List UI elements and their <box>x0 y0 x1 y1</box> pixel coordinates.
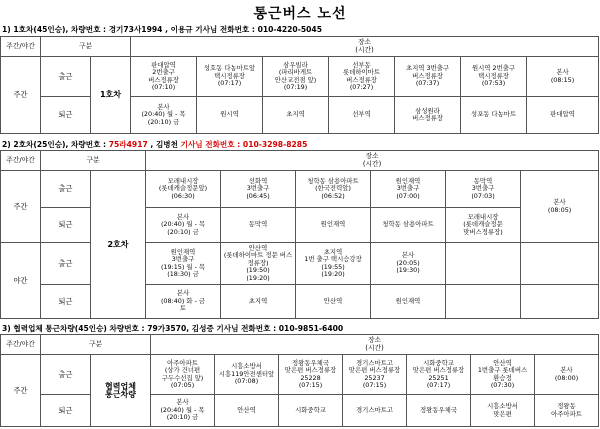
type-cell: 출근 <box>41 57 91 97</box>
stop-cell <box>221 243 296 285</box>
stop-cell <box>263 97 329 134</box>
stop-line: 롯데하이마트 <box>342 68 381 76</box>
stop-line: 청학동 삼용아파트 <box>307 176 359 185</box>
stop-cell <box>279 355 343 395</box>
stop-cell <box>461 57 527 97</box>
stop-cell <box>215 395 279 427</box>
stop-line: 시화중학교 <box>423 358 454 367</box>
stop-line: 버스정류장 <box>412 114 443 122</box>
stop-cell <box>146 208 221 243</box>
stop-cell <box>521 171 599 243</box>
vehicle-cell: 1호차 <box>91 57 131 134</box>
stop-line: (07:30) <box>490 381 515 389</box>
place-header <box>146 151 599 171</box>
place-header <box>151 335 599 355</box>
shift-cell: 주간 <box>1 171 41 243</box>
time-header-line: (시간) <box>362 159 382 168</box>
bus-3-heading: 3) 협력업체 통근차량(45인승) 차량번호 : 79가3570, 김성증 기사님 전화번호 : 010-9851-6400 <box>2 324 344 333</box>
stop-line: 원시역 <box>220 110 239 119</box>
shift-header: 주간/야간 <box>1 151 41 171</box>
bus-1-row-commute-out <box>1 97 599 134</box>
stop-line: 환승정 <box>493 373 512 382</box>
stop-line: 시흥소방서 <box>487 402 518 410</box>
stop-line: 초지역 <box>323 247 343 256</box>
stop-line: 선부동 <box>352 60 371 69</box>
stop-line: 본사 <box>401 251 415 260</box>
stop-line: 시화중학교 <box>295 405 326 414</box>
stop-line: 원인재역 <box>320 220 346 229</box>
stop-cell <box>527 97 599 134</box>
stop-cell <box>296 285 371 319</box>
bus-1-heading: 1) 1호차(45인승), 차량번호 : 경기73사1994 , 이용규 기사님 전화번호 : 010-4220-5045 <box>2 25 322 34</box>
stop-line: (20:05) <box>396 258 420 267</box>
stop-line: (08:05) <box>547 205 572 214</box>
stop-cell <box>329 57 395 97</box>
stop-line: (19:20) <box>321 270 345 278</box>
bus-2-phone: 기사님 전화번호 : 010-3298-8285 <box>180 140 308 149</box>
stop-line: 원시역 2번출구 <box>471 64 516 73</box>
stop-line: 동막역 <box>473 176 493 185</box>
type-cell: 출근 <box>41 171 91 208</box>
stop-cell <box>471 395 535 427</box>
stop-cell <box>131 97 197 134</box>
stop-cell <box>343 395 407 427</box>
stop-cell <box>197 97 263 134</box>
bus-2-row-night-in <box>1 243 599 285</box>
gubun-header: 구분 <box>41 37 131 57</box>
stop-line: 25228 <box>300 373 321 382</box>
stop-cell <box>371 243 446 285</box>
place-header-line: 장소 <box>357 38 372 46</box>
stop-cell <box>296 208 371 243</box>
stop-line: 본사 <box>176 212 190 221</box>
stop-line: 정왕동 <box>557 402 576 410</box>
type-cell: 퇴근 <box>41 97 91 134</box>
stop-cell <box>527 57 599 97</box>
type-cell: 출근 <box>41 355 91 395</box>
stop-line: 토 <box>179 304 187 313</box>
stop-line: 맞은편 버스정류장 <box>284 366 337 374</box>
gubun-header: 구분 <box>41 335 151 355</box>
stop-line: 삼성원라 <box>415 106 440 115</box>
stop-line: (07:19) <box>283 83 308 91</box>
stop-line: 초지역 <box>248 296 268 305</box>
stop-line: (롯데하이마트 정문 버스정류장) <box>223 251 293 267</box>
stop-cell <box>446 208 521 243</box>
stop-cell <box>221 171 296 208</box>
stop-line: (07:03) <box>471 191 495 200</box>
stop-line: 맞은편 <box>493 409 512 418</box>
stop-line: (08:15) <box>550 75 575 84</box>
type-cell: 퇴근 <box>41 208 91 243</box>
stop-cell <box>221 285 296 319</box>
bus-2-row-night-out <box>1 285 599 319</box>
stop-line: 동막역 <box>248 220 268 229</box>
stop-line: 초지역 3번출구 <box>405 64 450 73</box>
stop-cell <box>279 395 343 427</box>
stop-cell <box>407 355 471 395</box>
stop-line: (20:40) 월 - 목 <box>160 405 205 414</box>
stop-line: 정왕동우체국 <box>419 405 458 414</box>
stop-line: (08:00) <box>554 373 579 382</box>
stop-cell <box>197 57 263 97</box>
stop-cell <box>521 285 599 319</box>
stop-cell <box>343 355 407 395</box>
stop-cell <box>521 243 599 285</box>
stop-cell <box>215 355 279 395</box>
stop-cell <box>329 97 395 134</box>
stop-line: 1번 출구 택시승강장 <box>304 255 362 263</box>
stop-line: 안산역 <box>493 358 512 367</box>
stop-line: 안산역 <box>248 243 268 252</box>
stop-line: 본사 <box>157 102 170 111</box>
bus-2-heading-part: , 김병천 <box>147 140 181 149</box>
stop-line: 안산교전점 앞) <box>274 75 317 84</box>
stop-line: 맞버스정류장) <box>463 227 503 236</box>
stop-line: 2번출구 <box>152 68 175 76</box>
stop-line: 시흥119안전센터앞 <box>218 369 275 378</box>
stop-line: 맞은편 버스정류장 <box>412 366 465 374</box>
bus-3-table <box>0 334 599 427</box>
stop-line: 안산역 <box>237 405 256 414</box>
stop-cell <box>146 171 221 208</box>
stop-line: 선화역 <box>248 176 268 185</box>
stop-line: 버스정류장 <box>412 71 443 80</box>
stop-line: (19:50) <box>246 266 270 275</box>
stop-line: 모래내시장 <box>167 176 199 185</box>
stop-line: 선부역 <box>352 110 371 119</box>
stop-line: 본사 <box>176 398 189 407</box>
stop-cell <box>371 285 446 319</box>
stop-cell <box>535 395 599 427</box>
stop-line: 3번출구 <box>246 184 270 193</box>
stop-line: (08:40) 화 - 금 <box>160 296 206 305</box>
stop-line: (07:53) <box>481 79 506 88</box>
gubun-header: 구분 <box>41 151 146 171</box>
vehicle-cell: 2호차 <box>91 171 146 319</box>
stop-line: 25251 <box>428 373 449 382</box>
stop-line: 아주아파트 <box>167 358 198 367</box>
stop-line: 아주아파트 <box>551 409 582 418</box>
type-cell: 출근 <box>41 243 91 285</box>
stop-line: (18:30) 금 <box>167 270 199 278</box>
bus-1-table <box>0 36 599 134</box>
stop-line: (19:15) 월 - 목 <box>160 262 206 271</box>
stop-line: 경기스마트고 <box>355 405 394 414</box>
stop-line: (20:10) 금 <box>147 117 180 126</box>
stop-line: (07:15) <box>298 381 323 389</box>
stop-line: 본사 <box>560 366 573 374</box>
stop-cell <box>146 285 221 319</box>
stop-cell <box>221 208 296 243</box>
stop-line: (20:10) 금 <box>166 413 199 422</box>
bus-2-heading-part: 2) 2호차(25인승), 차량번호 : <box>2 140 109 149</box>
stop-line: 택시정류장 <box>214 71 245 80</box>
stop-line: (07:17) <box>217 79 242 88</box>
stop-cell <box>151 355 215 395</box>
stop-line: 본사 <box>553 198 566 206</box>
bus-2-heading <box>2 139 307 150</box>
stop-line: 정왕동우체국 <box>291 358 330 367</box>
bus-2-table <box>0 150 599 319</box>
stop-cell <box>395 57 461 97</box>
stop-line: (07:27) <box>349 83 374 91</box>
stop-line: (20:40) 월 - 목 <box>141 110 186 119</box>
stop-line: 3번출구 <box>471 184 495 193</box>
stop-line: (07:37) <box>415 79 440 88</box>
stop-line: 초지역 <box>286 110 305 119</box>
stop-cell <box>471 355 535 395</box>
stop-line: 3번출구 <box>171 255 195 263</box>
stop-line: (07:15) <box>362 381 387 389</box>
stop-line: 원인재역 <box>395 296 421 305</box>
page-title: 통근버스 노선 <box>253 6 347 22</box>
vehicle-cell <box>91 355 151 427</box>
stop-line: (06:52) <box>321 191 345 200</box>
stop-cell <box>446 243 521 285</box>
stop-line: 성호동 다농마트앞 <box>203 64 256 73</box>
stop-line: (파리바게트 <box>278 68 313 76</box>
stop-line: (한국전력앞) <box>315 184 351 193</box>
stop-line: (19:55) <box>321 262 345 271</box>
bus-3-row-commute-in <box>1 355 599 395</box>
stop-line: (상가 건너편 <box>164 366 201 374</box>
stop-line: (06:45) <box>246 191 270 200</box>
place-header-line: 장소 <box>367 336 382 344</box>
time-header-line: (시간) <box>365 343 384 352</box>
vehicle-line: 협력업체 <box>105 382 136 391</box>
stop-line: 모래내시장 <box>467 212 499 221</box>
stop-cell <box>407 395 471 427</box>
shift-cell: 주간 <box>1 57 41 134</box>
stop-line: 경기스마트고 <box>355 358 394 367</box>
stop-line: 원인재역 <box>395 176 421 185</box>
shift-header: 주간/야간 <box>1 37 41 57</box>
stop-line: 성포동 다농마트 <box>470 110 517 119</box>
stop-cell <box>461 97 527 134</box>
stop-line: 버스정류장 <box>148 75 179 84</box>
stop-cell <box>131 57 197 97</box>
stop-line: (07:17) <box>426 381 451 389</box>
stop-line: 1번출구 롯데버스 <box>477 366 528 374</box>
stop-cell <box>296 243 371 285</box>
stop-line: (07:10) <box>151 83 176 91</box>
stop-cell <box>395 97 461 134</box>
stop-line: (롯데캐슬정문 <box>463 220 503 229</box>
bus-1-row-commute-in <box>1 57 599 97</box>
time-header-line: (시간) <box>355 45 374 54</box>
stop-line: (07:08) <box>234 377 259 386</box>
stop-line: (06:30) <box>171 191 195 200</box>
stop-cell <box>296 171 371 208</box>
type-cell: 퇴근 <box>41 285 91 319</box>
stop-line: (07:00) <box>396 191 420 200</box>
stop-line: 맞은편 버스정류장 <box>348 366 401 374</box>
stop-line: 구두수선집 앞) <box>161 373 204 382</box>
shift-cell: 야간 <box>1 243 41 319</box>
stop-cell <box>446 171 521 208</box>
stop-line: 버스정류장 <box>346 75 377 84</box>
stop-line: 청학동 삼용아파트 <box>382 220 434 229</box>
stop-cell <box>263 57 329 97</box>
bus-2-row-day-out <box>1 208 599 243</box>
stop-line: (07:05) <box>170 381 195 389</box>
stop-cell <box>535 355 599 395</box>
stop-line: 원인재역 <box>170 247 196 256</box>
stop-line: 본사 <box>176 289 190 298</box>
stop-line: (20:10) 금 <box>167 227 199 236</box>
stop-cell <box>371 171 446 208</box>
stop-line: (롯데캐슬정문앞) <box>158 184 208 193</box>
bus-3-row-commute-out <box>1 395 599 427</box>
stop-line: (19:30) <box>396 266 420 275</box>
vehicle-line: 통근차량 <box>105 389 136 399</box>
bus-2-plate: 75라4917 <box>108 140 148 149</box>
stop-line: 3번출구 <box>396 184 420 193</box>
place-header-line: 장소 <box>365 152 379 160</box>
stop-line: 25237 <box>364 373 385 382</box>
shift-cell: 주간 <box>1 355 41 427</box>
stop-cell <box>371 208 446 243</box>
bus-2-row-day-in <box>1 171 599 208</box>
stop-line: 시흥소방서 <box>231 362 262 371</box>
stop-cell <box>146 243 221 285</box>
stop-line: 판대압역 <box>151 60 176 69</box>
stop-cell <box>151 395 215 427</box>
stop-line: (20:40) 월 - 목 <box>160 220 206 229</box>
stop-line: 삼우빌라 <box>283 60 308 69</box>
stop-line: 안산역 <box>323 296 343 305</box>
place-header <box>131 37 599 57</box>
stop-line: 판대압역 <box>550 110 575 119</box>
stop-line: 본사 <box>556 68 569 76</box>
stop-line: (19:20) <box>246 273 270 282</box>
type-cell: 퇴근 <box>41 395 91 427</box>
stop-cell <box>446 285 521 319</box>
stop-line: 택시정류장 <box>478 71 509 80</box>
shift-header: 주간/야간 <box>1 335 41 355</box>
